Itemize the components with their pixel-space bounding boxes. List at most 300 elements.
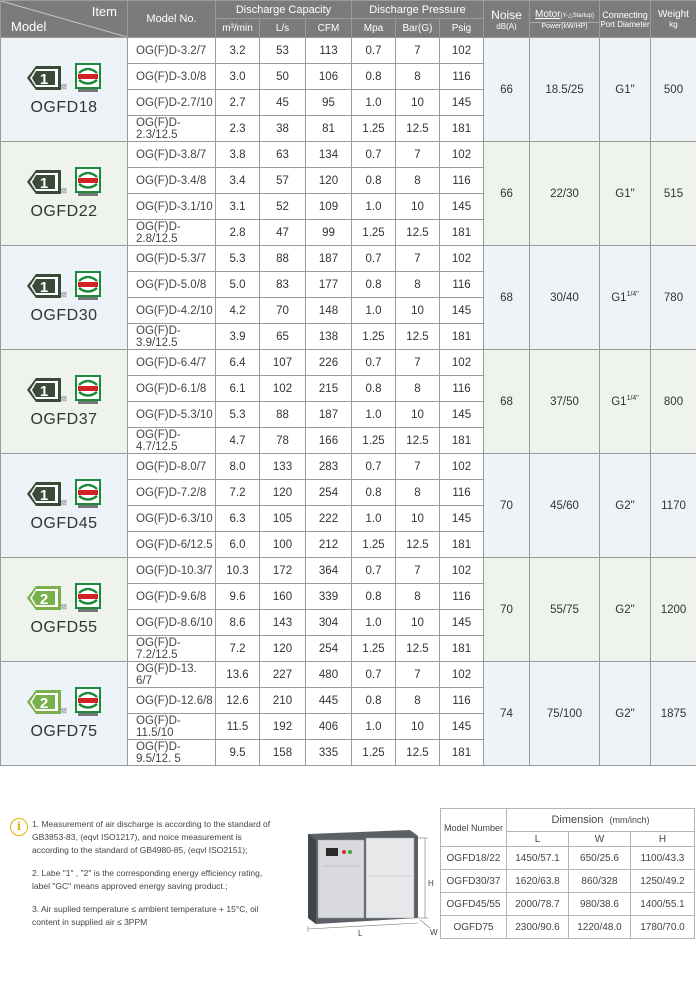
m3-cell: 5.3	[216, 402, 260, 428]
model-name: OGFD37	[30, 410, 98, 428]
weight-cell: 800	[651, 350, 696, 454]
mpa-cell: 0.7	[352, 38, 396, 64]
cfm-cell: 120	[306, 168, 352, 194]
mpa-cell: 0.7	[352, 350, 396, 376]
mpa-cell: 1.25	[352, 532, 396, 558]
item-model-header	[1, 1, 128, 38]
energy-grade-2-icon	[27, 688, 67, 716]
mpa-cell: 1.0	[352, 298, 396, 324]
m3-cell: 3.0	[216, 64, 260, 90]
port-cell	[600, 246, 651, 350]
mpa-cell: 1.0	[352, 402, 396, 428]
cfm-cell: 406	[306, 714, 352, 740]
note-2: 2. Labe "1" , "2" is the corresponding energy efficiency rating, label "GC" means approved energy saving product.;	[32, 868, 263, 891]
dim-l: 1450/57.1	[507, 847, 569, 870]
model-no-cell: OG(F)D-2.8/12.5	[128, 220, 216, 246]
model-no-cell: OG(F)D-3.0/8	[128, 64, 216, 90]
bar-cell: 12.5	[396, 428, 440, 454]
note-3: 3. Air suplied temperature ≤ ambient temperature + 15°C, oil content in supplied air ≤ 3PPM	[32, 904, 259, 927]
bar-cell: 12.5	[396, 532, 440, 558]
bar-cell: 10	[396, 714, 440, 740]
dim-col-l: L	[507, 832, 569, 847]
model-group-cell	[1, 558, 128, 662]
dim-model: OGFD30/37	[441, 870, 507, 893]
energy-saving-logo-icon	[75, 271, 101, 301]
mpa-cell: 1.0	[352, 506, 396, 532]
ls-cell: 47	[260, 220, 306, 246]
bar-cell: 10	[396, 298, 440, 324]
table-row	[1, 558, 696, 584]
model-no-cell: OG(F)D-6.3/10	[128, 506, 216, 532]
model-no-cell: OG(F)D-6/12.5	[128, 532, 216, 558]
model-name: OGFD18	[30, 98, 98, 116]
energy-saving-logo-icon	[75, 479, 101, 509]
motor-startup-label: (Y-△Startup)	[560, 12, 594, 19]
bar-cell: 12.5	[396, 220, 440, 246]
discharge-pressure-header: Discharge Pressure	[352, 1, 484, 19]
port-header	[600, 1, 651, 38]
dim-w: 860/328	[569, 870, 631, 893]
ls-cell: 38	[260, 116, 306, 142]
badge-group	[1, 167, 127, 197]
psig-cell: 145	[440, 714, 484, 740]
ls-cell: 88	[260, 402, 306, 428]
psig-cell: 181	[440, 532, 484, 558]
psig-cell: 145	[440, 194, 484, 220]
ls-cell: 45	[260, 90, 306, 116]
psig-cell: 102	[440, 350, 484, 376]
ls-cell: 105	[260, 506, 306, 532]
dim-w: 1220/48.0	[569, 916, 631, 939]
grade-number: 1	[39, 70, 49, 88]
machine-width-label: W	[430, 928, 438, 936]
bar-cell: 8	[396, 688, 440, 714]
ls-cell: 88	[260, 246, 306, 272]
m3-cell: 2.3	[216, 116, 260, 142]
port-value: G1	[611, 291, 627, 304]
noise-cell: 68	[484, 350, 530, 454]
mpa-cell: 1.25	[352, 740, 396, 766]
m3-cell: 5.0	[216, 272, 260, 298]
ls-cell: 70	[260, 298, 306, 324]
cfm-cell: 113	[306, 38, 352, 64]
mpa-cell: 0.8	[352, 688, 396, 714]
psig-cell: 102	[440, 246, 484, 272]
mpa-cell: 1.25	[352, 220, 396, 246]
sub-header-m3min: m³/min	[216, 19, 260, 38]
power-cell: 37/50	[530, 350, 600, 454]
energy-grade-1-icon	[27, 168, 67, 196]
ls-cell: 227	[260, 662, 306, 688]
dimension-table	[440, 808, 695, 939]
model-group-cell	[1, 142, 128, 246]
psig-cell: 102	[440, 38, 484, 64]
bar-cell: 10	[396, 610, 440, 636]
weight-cell: 515	[651, 142, 696, 246]
port-cell	[600, 454, 651, 558]
cfm-cell: 134	[306, 142, 352, 168]
dim-h: 1250/49.2	[631, 870, 695, 893]
bar-cell: 7	[396, 454, 440, 480]
psig-cell: 181	[440, 740, 484, 766]
bar-cell: 8	[396, 272, 440, 298]
model-no-cell: OG(F)D-8.0/7	[128, 454, 216, 480]
connecting-label: Connecting	[602, 9, 648, 20]
model-name: OGFD75	[30, 722, 98, 740]
port-fraction: 1/4"	[626, 291, 639, 299]
weight-cell: 1200	[651, 558, 696, 662]
bar-cell: 8	[396, 584, 440, 610]
info-icon: i	[10, 818, 28, 836]
table-row	[1, 38, 696, 64]
bar-cell: 7	[396, 246, 440, 272]
mpa-cell: 1.0	[352, 610, 396, 636]
model-no-cell: OG(F)D-3.9/12.5	[128, 324, 216, 350]
m3-cell: 6.4	[216, 350, 260, 376]
noise-cell: 66	[484, 38, 530, 142]
mpa-cell: 0.7	[352, 454, 396, 480]
grade-char: 级	[60, 707, 67, 715]
psig-cell: 116	[440, 584, 484, 610]
psig-cell: 116	[440, 480, 484, 506]
port-value: G1"	[615, 83, 635, 96]
dim-model-number-header: Model Number	[441, 809, 507, 847]
ls-cell: 53	[260, 38, 306, 64]
dim-title-text: Dimension	[551, 814, 604, 826]
bar-cell: 8	[396, 480, 440, 506]
cfm-cell: 254	[306, 480, 352, 506]
badge-group	[1, 583, 127, 613]
m3-cell: 13.6	[216, 662, 260, 688]
model-no-cell: OG(F)D-4.7/12.5	[128, 428, 216, 454]
bar-cell: 12.5	[396, 116, 440, 142]
model-group-cell	[1, 38, 128, 142]
energy-grade-1-icon	[27, 376, 67, 404]
table-row	[1, 454, 696, 480]
ls-cell: 210	[260, 688, 306, 714]
sub-header-mpa: Mpa	[352, 19, 396, 38]
cfm-cell: 304	[306, 610, 352, 636]
energy-saving-logo-icon	[75, 63, 101, 93]
note-1: 1. Measurement of air discharge is according to the standard of GB3853-83, (eqvl ISO1217), and noice measurement is according to the standard of GB4980-85, (eqvl ISO2151);	[32, 819, 271, 855]
cfm-cell: 166	[306, 428, 352, 454]
m3-cell: 9.5	[216, 740, 260, 766]
mpa-cell: 1.25	[352, 116, 396, 142]
mpa-cell: 0.7	[352, 662, 396, 688]
mpa-cell: 0.8	[352, 272, 396, 298]
energy-grade-1-icon	[27, 272, 67, 300]
grade-number: 1	[39, 174, 49, 192]
noise-cell: 70	[484, 454, 530, 558]
model-group-cell	[1, 350, 128, 454]
m3-cell: 12.6	[216, 688, 260, 714]
notes	[10, 818, 280, 939]
ls-cell: 50	[260, 64, 306, 90]
motor-header	[530, 1, 600, 38]
dim-model: OGFD18/22	[441, 847, 507, 870]
m3-cell: 6.3	[216, 506, 260, 532]
grade-char: 级	[60, 187, 67, 195]
dim-l: 2300/90.6	[507, 916, 569, 939]
cfm-cell: 215	[306, 376, 352, 402]
weight-cell: 780	[651, 246, 696, 350]
ls-cell: 107	[260, 350, 306, 376]
dimension-body	[441, 847, 695, 939]
port-cell	[600, 38, 651, 142]
psig-cell: 102	[440, 662, 484, 688]
psig-cell: 181	[440, 220, 484, 246]
cfm-cell: 254	[306, 636, 352, 662]
energy-grade-1-icon	[27, 480, 67, 508]
dim-w: 980/38.6	[569, 893, 631, 916]
table-row	[1, 246, 696, 272]
m3-cell: 8.6	[216, 610, 260, 636]
weight-unit: kg	[669, 20, 678, 29]
mpa-cell: 0.8	[352, 64, 396, 90]
dimension-row	[441, 847, 695, 870]
ls-cell: 63	[260, 142, 306, 168]
m3-cell: 8.0	[216, 454, 260, 480]
cfm-cell: 99	[306, 220, 352, 246]
psig-cell: 145	[440, 506, 484, 532]
noise-label: Noise	[491, 7, 522, 22]
cfm-cell: 339	[306, 584, 352, 610]
model-no-cell: OG(F)D-9.5/12. 5	[128, 740, 216, 766]
cfm-cell: 177	[306, 272, 352, 298]
psig-cell: 102	[440, 142, 484, 168]
grade-number: 1	[39, 278, 49, 296]
model-name: OGFD22	[30, 202, 98, 220]
mpa-cell: 1.0	[352, 90, 396, 116]
model-no-cell: OG(F)D-11.5/10	[128, 714, 216, 740]
noise-cell: 68	[484, 246, 530, 350]
spec-body	[1, 38, 696, 766]
grade-number: 2	[39, 590, 49, 608]
bar-cell: 8	[396, 64, 440, 90]
power-cell: 75/100	[530, 662, 600, 766]
cfm-cell: 222	[306, 506, 352, 532]
ls-cell: 100	[260, 532, 306, 558]
cfm-cell: 283	[306, 454, 352, 480]
model-no-cell: OG(F)D-9.6/8	[128, 584, 216, 610]
dimension-row	[441, 870, 695, 893]
sub-header-ls: L/s	[260, 19, 306, 38]
table-row	[1, 350, 696, 376]
m3-cell: 10.3	[216, 558, 260, 584]
cfm-cell: 212	[306, 532, 352, 558]
m3-cell: 9.6	[216, 584, 260, 610]
table-row	[1, 142, 696, 168]
psig-cell: 145	[440, 402, 484, 428]
energy-saving-logo-icon	[75, 167, 101, 197]
badge-group	[1, 375, 127, 405]
model-name: OGFD45	[30, 514, 98, 532]
badge-group	[1, 271, 127, 301]
weight-header	[651, 1, 696, 38]
dim-l: 1620/63.8	[507, 870, 569, 893]
m3-cell: 3.2	[216, 38, 260, 64]
ls-cell: 102	[260, 376, 306, 402]
bar-cell: 7	[396, 662, 440, 688]
power-cell: 55/75	[530, 558, 600, 662]
sub-header-cfm: CFM	[306, 19, 352, 38]
psig-cell: 145	[440, 90, 484, 116]
dim-model: OGFD45/55	[441, 893, 507, 916]
bar-cell: 10	[396, 402, 440, 428]
psig-cell: 116	[440, 64, 484, 90]
psig-cell: 181	[440, 116, 484, 142]
psig-cell: 116	[440, 688, 484, 714]
port-cell	[600, 350, 651, 454]
grade-char: 级	[60, 499, 67, 507]
m3-cell: 5.3	[216, 246, 260, 272]
cfm-cell: 187	[306, 402, 352, 428]
dim-h: 1100/43.3	[631, 847, 695, 870]
model-no-cell: OG(F)D-10.3/7	[128, 558, 216, 584]
bar-cell: 10	[396, 90, 440, 116]
m3-cell: 3.1	[216, 194, 260, 220]
ls-cell: 133	[260, 454, 306, 480]
noise-header	[484, 1, 530, 38]
model-name: OGFD30	[30, 306, 98, 324]
cfm-cell: 335	[306, 740, 352, 766]
port-cell	[600, 142, 651, 246]
bar-cell: 7	[396, 558, 440, 584]
psig-cell: 102	[440, 558, 484, 584]
power-cell: 18.5/25	[530, 38, 600, 142]
item-label: Item	[91, 4, 117, 19]
ls-cell: 160	[260, 584, 306, 610]
bar-cell: 8	[396, 168, 440, 194]
mpa-cell: 0.8	[352, 376, 396, 402]
mpa-cell: 0.8	[352, 584, 396, 610]
weight-cell: 1170	[651, 454, 696, 558]
dim-l: 2000/78.7	[507, 893, 569, 916]
model-no-cell: OG(F)D-7.2/8	[128, 480, 216, 506]
port-cell	[600, 558, 651, 662]
model-no-cell: OG(F)D-5.3/7	[128, 246, 216, 272]
machine-height-label: H	[428, 879, 434, 888]
dim-model: OGFD75	[441, 916, 507, 939]
m3-cell: 7.2	[216, 480, 260, 506]
model-no-cell: OG(F)D-3.1/10	[128, 194, 216, 220]
weight-label: Weight	[658, 9, 689, 20]
power-cell: 45/60	[530, 454, 600, 558]
mpa-cell: 0.7	[352, 246, 396, 272]
cfm-cell: 480	[306, 662, 352, 688]
m3-cell: 11.5	[216, 714, 260, 740]
psig-cell: 145	[440, 610, 484, 636]
ls-cell: 192	[260, 714, 306, 740]
bar-cell: 12.5	[396, 740, 440, 766]
model-no-cell: OG(F)D-3.4/8	[128, 168, 216, 194]
m3-cell: 3.9	[216, 324, 260, 350]
sub-header-psig: Psig	[440, 19, 484, 38]
noise-unit: dB(A)	[496, 21, 517, 31]
m3-cell: 2.8	[216, 220, 260, 246]
psig-cell: 102	[440, 454, 484, 480]
psig-cell: 116	[440, 376, 484, 402]
compressor-illustration	[288, 826, 438, 936]
m3-cell: 3.4	[216, 168, 260, 194]
grade-number: 1	[39, 382, 49, 400]
grade-char: 级	[60, 291, 67, 299]
mpa-cell: 0.7	[352, 558, 396, 584]
ls-cell: 120	[260, 636, 306, 662]
mpa-cell: 1.25	[352, 428, 396, 454]
ls-cell: 158	[260, 740, 306, 766]
ls-cell: 52	[260, 194, 306, 220]
psig-cell: 181	[440, 324, 484, 350]
cfm-cell: 226	[306, 350, 352, 376]
psig-cell: 181	[440, 636, 484, 662]
m3-cell: 4.7	[216, 428, 260, 454]
model-no-cell: OG(F)D-7.2/12.5	[128, 636, 216, 662]
model-no-header: Model No.	[128, 1, 216, 38]
cfm-cell: 95	[306, 90, 352, 116]
power-label: Power(kW/HP)	[541, 22, 588, 30]
model-no-cell: OG(F)D-3.8/7	[128, 142, 216, 168]
weight-cell: 500	[651, 38, 696, 142]
ls-cell: 120	[260, 480, 306, 506]
psig-cell: 181	[440, 428, 484, 454]
port-cell	[600, 662, 651, 766]
grade-number: 2	[39, 694, 49, 712]
port-fraction: 1/4"	[626, 395, 639, 403]
energy-grade-1-icon	[27, 64, 67, 92]
dim-col-h: H	[631, 832, 695, 847]
dim-col-w: W	[569, 832, 631, 847]
power-cell: 30/40	[530, 246, 600, 350]
port-value: G2"	[615, 707, 635, 720]
weight-cell: 1875	[651, 662, 696, 766]
noise-cell: 66	[484, 142, 530, 246]
model-no-cell: OG(F)D-3.2/7	[128, 38, 216, 64]
dim-h: 1400/55.1	[631, 893, 695, 916]
bar-cell: 10	[396, 506, 440, 532]
ls-cell: 57	[260, 168, 306, 194]
ls-cell: 143	[260, 610, 306, 636]
cfm-cell: 138	[306, 324, 352, 350]
mpa-cell: 1.0	[352, 194, 396, 220]
model-label: Model	[11, 19, 47, 34]
dim-w: 650/25.6	[569, 847, 631, 870]
ls-cell: 65	[260, 324, 306, 350]
bar-cell: 12.5	[396, 324, 440, 350]
noise-cell: 74	[484, 662, 530, 766]
mpa-cell: 1.25	[352, 324, 396, 350]
m3-cell: 6.1	[216, 376, 260, 402]
grade-char: 级	[60, 603, 67, 611]
port-diameter-label: Port Diameter	[600, 19, 650, 29]
model-no-cell: OG(F)D-2.7/10	[128, 90, 216, 116]
energy-grade-2-icon	[27, 584, 67, 612]
mpa-cell: 0.8	[352, 168, 396, 194]
m3-cell: 3.8	[216, 142, 260, 168]
model-no-cell: OG(F)D-6.4/7	[128, 350, 216, 376]
energy-saving-logo-icon	[75, 687, 101, 717]
bar-cell: 7	[396, 142, 440, 168]
model-name: OGFD55	[30, 618, 98, 636]
bar-cell: 10	[396, 194, 440, 220]
sub-header-bar: Bar(G)	[396, 19, 440, 38]
badge-group	[1, 479, 127, 509]
mpa-cell: 1.25	[352, 636, 396, 662]
dim-h: 1780/70.0	[631, 916, 695, 939]
m3-cell: 7.2	[216, 636, 260, 662]
cfm-cell: 81	[306, 116, 352, 142]
ls-cell: 172	[260, 558, 306, 584]
